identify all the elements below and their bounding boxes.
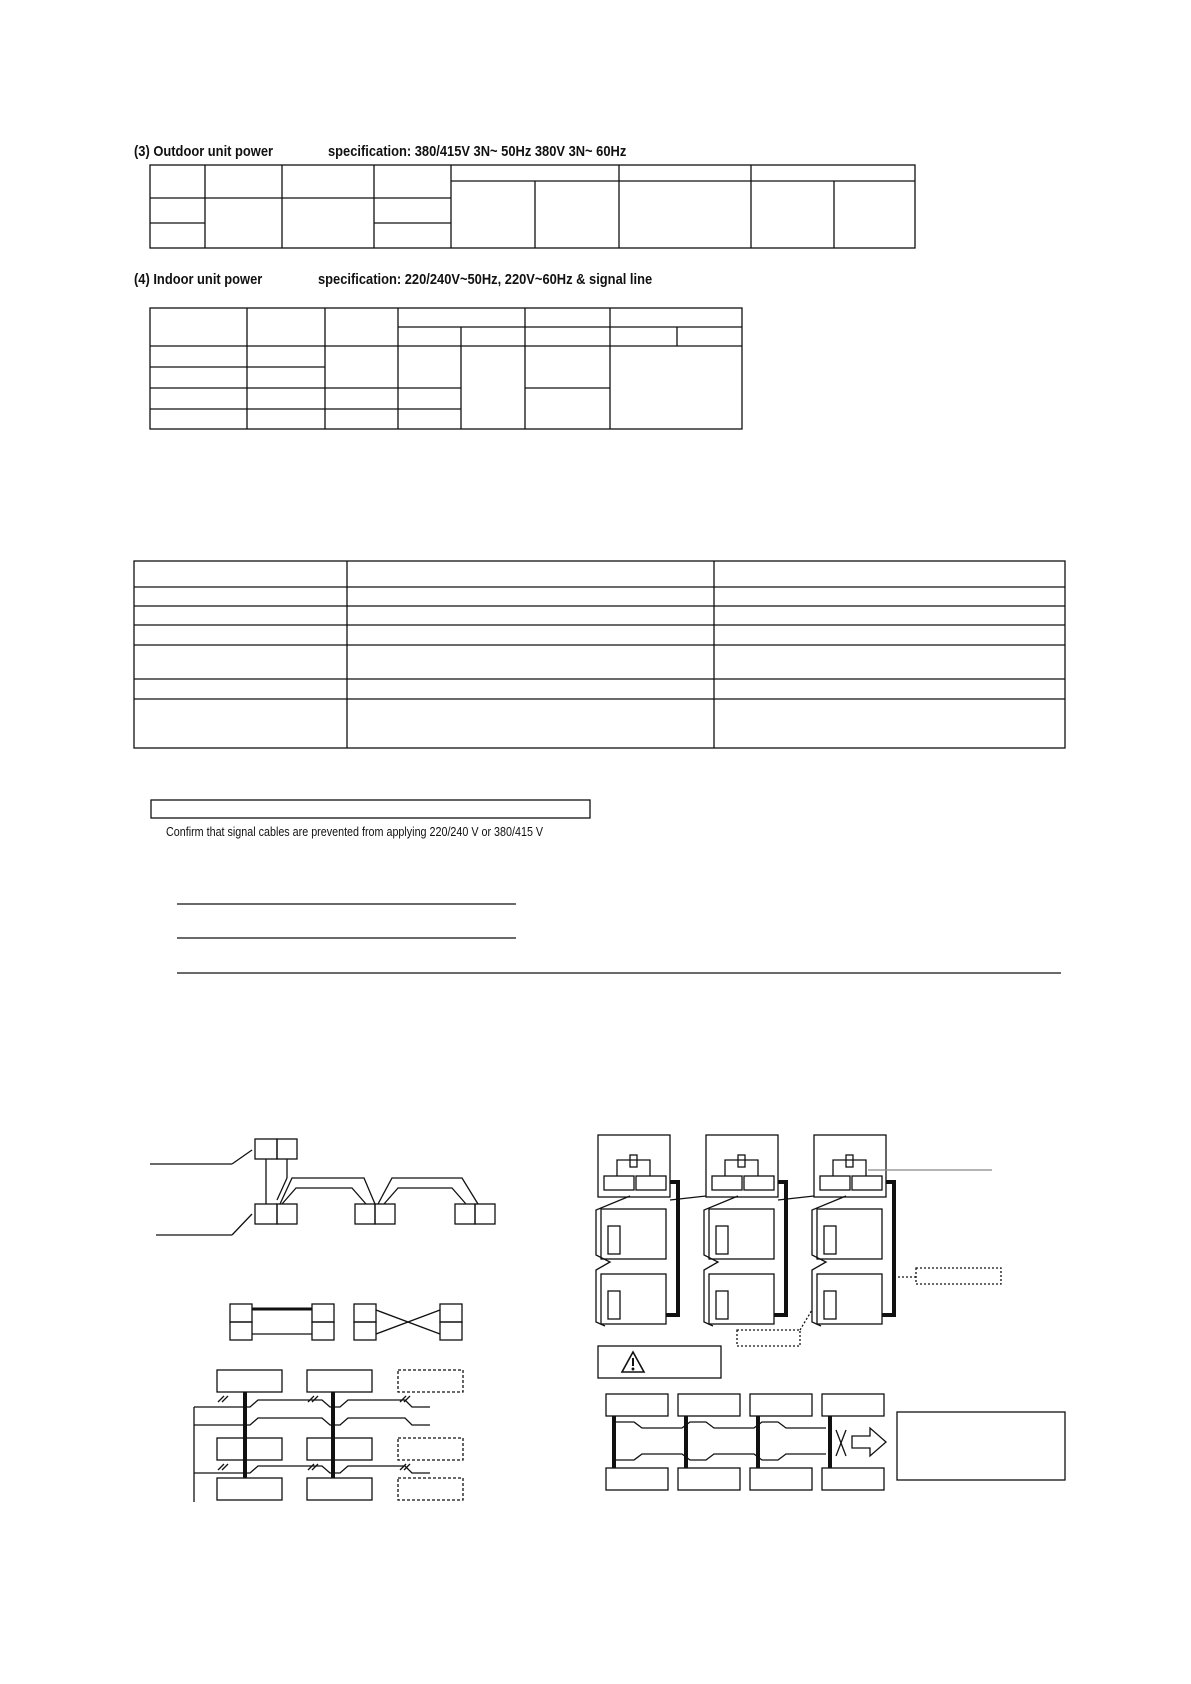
indoor-power-table — [150, 308, 742, 429]
connection-diagram-left — [150, 1139, 495, 1235]
unit-chain-diagram — [606, 1394, 1065, 1490]
signal-cable-note: Confirm that signal cables are prevented from applying 220/240 V or 380/415 V — [166, 825, 544, 839]
outdoor-power-title: (3) Outdoor unit power — [134, 143, 274, 160]
unit-grid-diagram — [194, 1370, 463, 1502]
wiring-spec-table — [134, 561, 1065, 748]
caution-box — [151, 800, 590, 818]
indoor-power-title: (4) Indoor unit power — [134, 271, 263, 288]
warning-box — [598, 1346, 721, 1378]
wire-crossing-diagram — [230, 1304, 462, 1340]
outdoor-power-table — [150, 165, 915, 248]
indoor-power-spec: specification: 220/240V~50Hz, 220V~60Hz & signal line — [318, 271, 653, 288]
multi-unit-diagram — [596, 1135, 1001, 1346]
outdoor-power-spec: specification: 380/415V 3N~ 50Hz 380V 3N~ 60Hz — [328, 143, 627, 160]
